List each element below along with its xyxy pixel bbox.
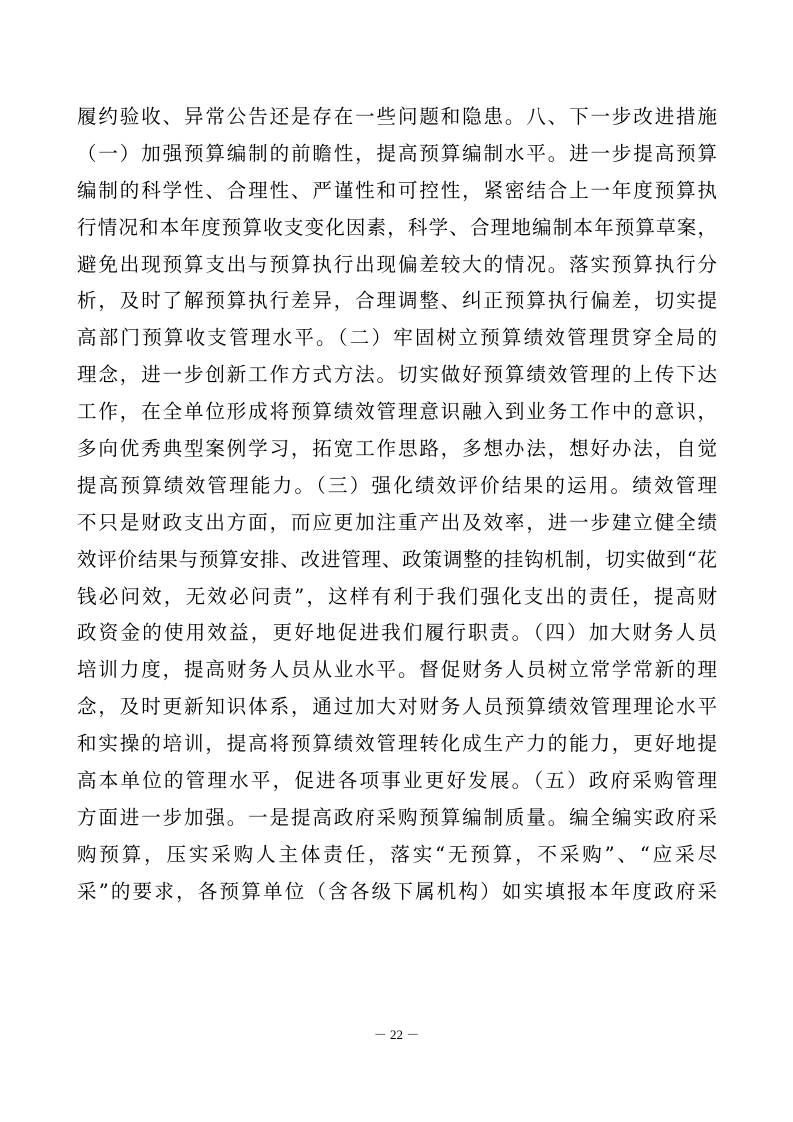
text-line-1: 履约验收、异常公告还是存在一些问题和隐患。八、下一步改进措施 — [77, 105, 717, 128]
body-paragraph — [77, 99, 717, 911]
page-number: － 22 － — [373, 1027, 420, 1042]
text-line-15: 政资金的使用效益，更好地促进我们履行职责。（四）加大财务人员 — [77, 621, 717, 645]
text-line-19: 高本单位的管理水平，促进各项事业更好发展。（五）政府采购管理 — [77, 769, 717, 793]
text-line-12: 不只是财政支出方面，而应更加注重产出及效率，进一步建立健全绩 — [77, 510, 717, 534]
text-line-20: 方面进一步加强。一是提高政府采购预算编制质量。编全编实政府采 — [77, 805, 717, 829]
text-line-7: 高部门预算收支管理水平。（二）牢固树立预算绩效管理贯穿全局的 — [77, 326, 717, 350]
text-line-18: 和实操的培训，提高将预算绩效管理转化成生产力的能力，更好地提 — [77, 732, 717, 756]
text-line-13: 效评价结果与预算安排、改进管理、政策调整的挂钩机制，切实做到“花 — [77, 547, 717, 571]
text-line-17: 念，及时更新知识体系，通过加大对财务人员预算绩效管理理论水平 — [77, 695, 717, 719]
text-line-5: 避免出现预算支出与预算执行出现偏差较大的情况。落实预算执行分 — [77, 252, 717, 276]
text-line-16: 培训力度，提高财务人员从业水平。督促财务人员树立常学常新的理 — [77, 658, 717, 682]
text-line-10: 多向优秀典型案例学习，拓宽工作思路，多想办法，想好办法，自觉 — [77, 437, 717, 461]
text-line-22: 采”的要求，各预算单位（含各级下属机构）如实填报本年度政府采 — [77, 879, 717, 903]
text-line-8: 理念，进一步创新工作方式方法。切实做好预算绩效管理的上传下达 — [77, 363, 717, 387]
text-line-9: 工作，在全单位形成将预算绩效管理意识融入到业务工作中的意识， — [77, 400, 717, 424]
text-line-14: 钱必问效，无效必问责”，这样有利于我们强化支出的责任，提高财 — [77, 584, 717, 608]
text-line-6: 析，及时了解预算执行差异，合理调整、纠正预算执行偏差，切实提 — [77, 289, 717, 313]
text-line-11: 提高预算绩效管理能力。（三）强化绩效评价结果的运用。绩效管理 — [77, 473, 717, 497]
text-line-21: 购预算，压实采购人主体责任，落实“无预算，不采购”、“应采尽 — [77, 842, 717, 866]
text-line-3: 编制的科学性、合理性、严谨性和可控性，紧密结合上一年度预算执 — [77, 178, 717, 202]
text-line-2: （一）加强预算编制的前瞻性，提高预算编制水平。进一步提高预算 — [77, 141, 717, 165]
text-line-4: 行情况和本年度预算收支变化因素，科学、合理地编制本年预算草案， — [77, 215, 717, 239]
